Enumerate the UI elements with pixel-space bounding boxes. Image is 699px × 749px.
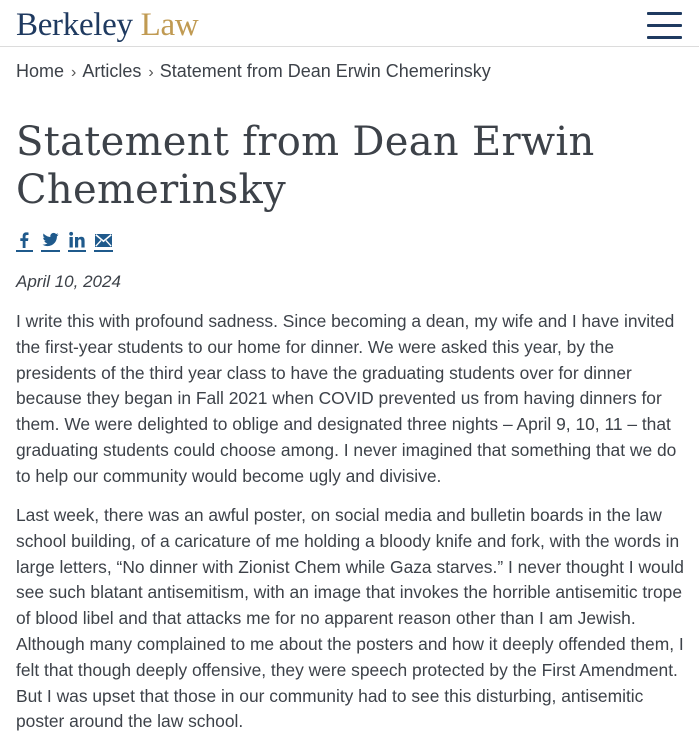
facebook-icon bbox=[16, 230, 33, 250]
logo-law-text: Law bbox=[140, 7, 199, 43]
breadcrumb bbox=[16, 58, 491, 86]
linkedin-icon bbox=[68, 230, 86, 250]
twitter-icon bbox=[41, 230, 60, 250]
menu-icon-bar-bottom bbox=[647, 36, 682, 39]
page-title: Statement from Dean Erwin Chemerinsky bbox=[16, 119, 595, 213]
article-paragraph: Last week, there was an awful poster, on social media and bulletin boards in the law school building, of a caricature of me holding a bloody knife and fork, with the words in large letters, “No dinner with Zionist Chem while Gaza starves.” I never thought I would see such blatant antisemitism, with an image that invokes the horrible antisemitic trope of blood libel and that attacks me for no apparent reason other than I am Jewish. Although many complained to me about the posters and how it deeply offended them, I felt that though deeply offensive, they were speech protected by the First Amendment. But I was upset that those in our community had to see this disturbing, antisemitic poster around the law school. bbox=[16, 505, 684, 732]
site-header bbox=[0, 0, 699, 47]
share-linkedin-link[interactable] bbox=[68, 230, 86, 252]
berkeley-law-logo[interactable] bbox=[16, 5, 198, 45]
chevron-right-icon: › bbox=[148, 64, 154, 81]
share-links bbox=[16, 230, 121, 252]
menu-icon-bar-top bbox=[647, 12, 682, 15]
breadcrumb-current: Statement from Dean Erwin Chemerinsky bbox=[159, 61, 491, 81]
breadcrumb-home-link[interactable]: Home bbox=[16, 61, 65, 81]
breadcrumb-articles-link[interactable]: Articles bbox=[82, 61, 142, 81]
article-paragraph: I write this with profound sadness. Since becoming a dean, my wife and I have invited the first-year students to our home for dinner. We were asked this year, by the presidents of the third year class to have the graduating students over for dinner because they began in Fall 2021 when COVID prevented us from having dinners for them. We were delighted to oblige and designated three nights – April 9, 10, 11 – that graduating students could choose among. I never imagined that something that we do to help our community would become ugly and divisive. bbox=[16, 311, 677, 486]
share-email-link[interactable] bbox=[94, 230, 113, 252]
share-twitter-link[interactable] bbox=[41, 230, 60, 252]
logo-berkeley-text: Berkeley bbox=[16, 7, 133, 43]
publish-date: April 10, 2024 bbox=[16, 272, 121, 291]
share-facebook-link[interactable] bbox=[16, 230, 33, 252]
email-icon bbox=[94, 230, 113, 250]
chevron-right-icon: › bbox=[71, 64, 77, 81]
menu-icon-bar-middle bbox=[647, 24, 682, 27]
hamburger-menu-button[interactable] bbox=[647, 12, 682, 39]
